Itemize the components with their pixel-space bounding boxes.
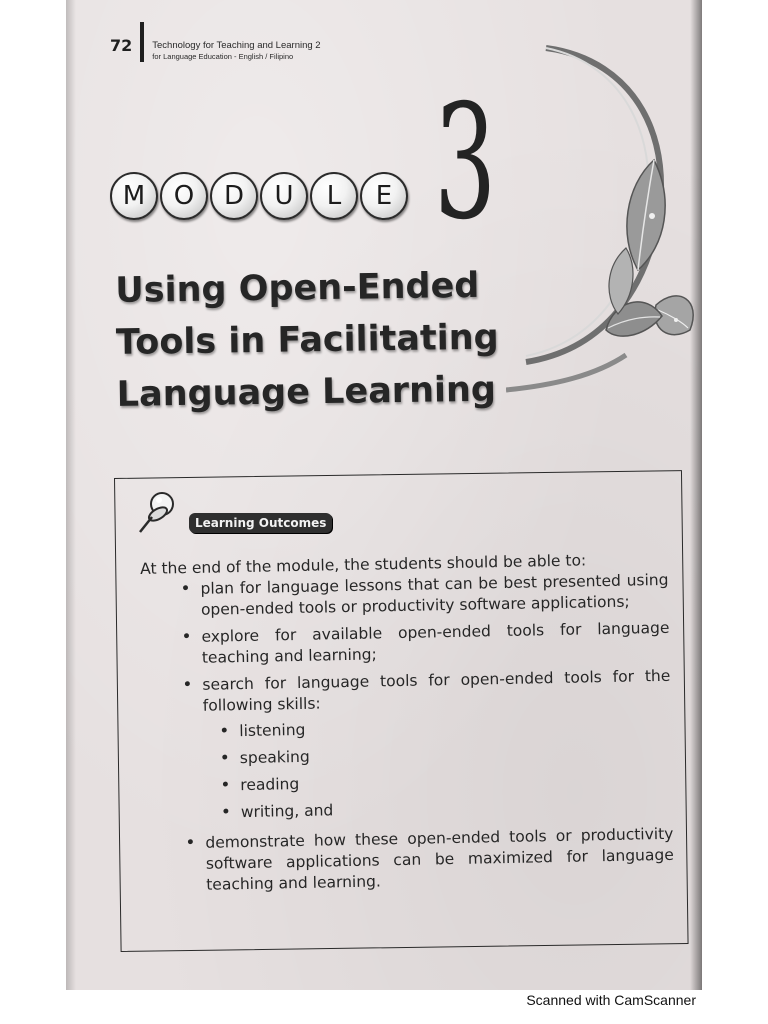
module-letter: E xyxy=(360,172,408,220)
list-item-text: search for language tools for open-ended tools for the following skills: xyxy=(202,666,671,715)
outcomes-list xyxy=(138,570,674,897)
header-text xyxy=(152,40,320,61)
skills-list xyxy=(203,710,673,827)
book-subtitle: for Language Education - English / Filipino xyxy=(152,52,294,61)
module-number: 3 xyxy=(434,71,497,255)
title-line: Language Learning xyxy=(116,369,497,415)
module-letter: O xyxy=(160,172,208,220)
skill-item: • listening xyxy=(217,710,671,746)
list-item xyxy=(180,666,673,827)
title-line: Using Open-Ended xyxy=(115,265,480,311)
skill-item: • writing, and xyxy=(219,791,673,827)
header-divider xyxy=(140,22,144,62)
module-letter: U xyxy=(260,172,308,220)
list-item: • explore for available open-ended tools for language teaching and learning; xyxy=(179,618,670,669)
running-header xyxy=(110,22,321,62)
page-number: 72 xyxy=(110,36,133,55)
page-gutter-shadow xyxy=(66,0,76,990)
module-letter: D xyxy=(210,172,258,220)
pushpin-icon xyxy=(136,490,180,536)
scanner-watermark: Scanned with CamScanner xyxy=(526,992,696,1008)
list-item: • plan for language lessons that can be best presented using open-ended tools or productivity software applications; xyxy=(178,570,669,621)
outcomes-intro: At the end of the module, the students should be able to: xyxy=(139,551,587,578)
module-letter: M xyxy=(110,172,158,220)
module-title xyxy=(115,259,537,421)
title-line: Tools in Facilitating xyxy=(115,317,499,363)
module-badge xyxy=(110,172,408,220)
list-item: • demonstrate how these open-ended tools or productivity software applications can be maximized for language teaching and learning. xyxy=(183,824,674,896)
skill-item: • speaking xyxy=(218,737,672,773)
skill-item: • reading xyxy=(218,764,672,800)
learning-outcomes-label: Learning Outcomes xyxy=(189,513,332,533)
module-letter: L xyxy=(310,172,358,220)
book-page xyxy=(66,0,702,990)
learning-outcomes-content xyxy=(138,550,674,903)
book-title: Technology for Teaching and Learning 2 xyxy=(152,40,321,51)
